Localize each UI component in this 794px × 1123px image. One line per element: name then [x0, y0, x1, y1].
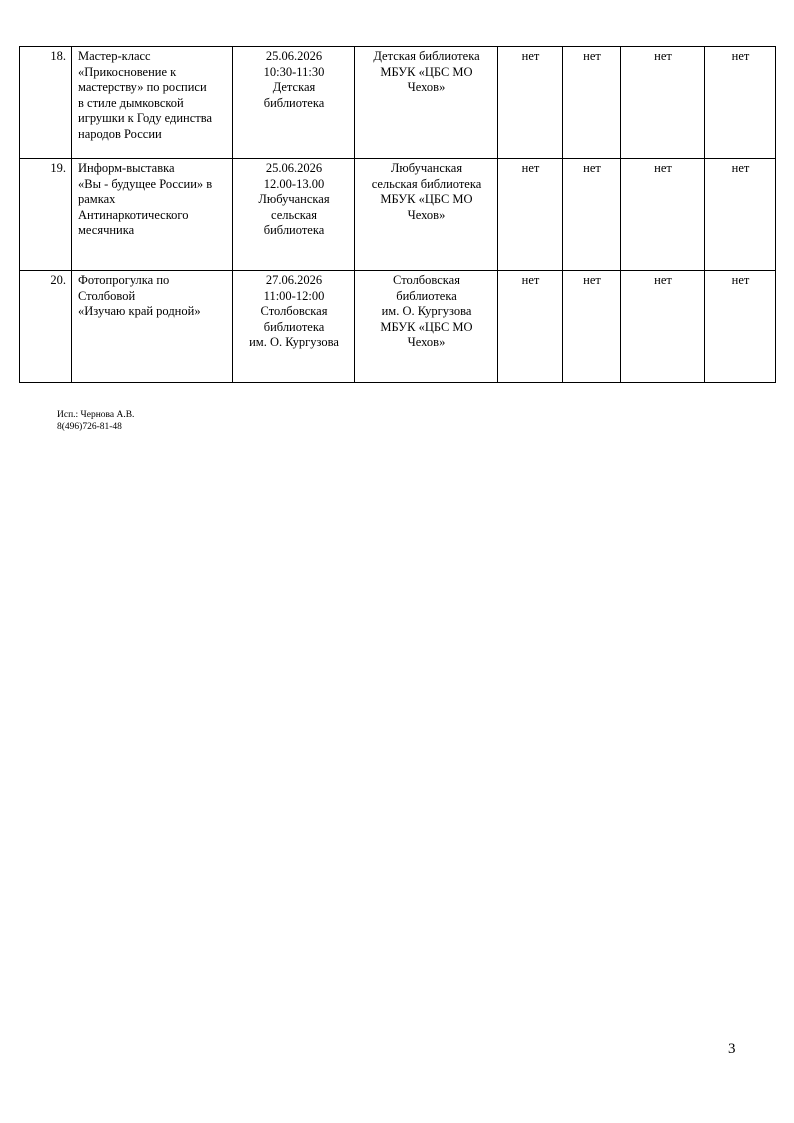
event-place-line: им. О. Кургузова [381, 304, 472, 318]
row-number: 20. [20, 271, 72, 383]
event-date-line: 25.06.2026 [265, 49, 323, 63]
flag-cell: нет [498, 271, 563, 383]
event-date-line: библиотека [263, 319, 325, 334]
event-date-line: библиотека [263, 95, 325, 110]
event-name-line: «Изучаю край родной» [78, 304, 201, 318]
event-place-line: Чехов» [407, 207, 446, 222]
executor-note [57, 409, 134, 433]
table-row [20, 159, 776, 271]
flag-cell: нет [621, 159, 705, 271]
event-place-line: Детская библиотека [373, 49, 480, 63]
executor-name: Исп.: Чернова А.В. [57, 410, 135, 420]
event-date-line: Детская [272, 80, 316, 94]
event-name-line: Информ-выставка [78, 161, 175, 175]
event-name-cell [72, 47, 233, 159]
event-name-line: Антинаркотического [78, 207, 189, 222]
event-name-line: рамках [78, 192, 116, 206]
event-name-cell [72, 159, 233, 271]
flag-cell: нет [705, 47, 776, 159]
event-date-line: 25.06.2026 [265, 161, 323, 175]
event-place-cell [355, 271, 498, 383]
page-number: 3 [728, 1041, 736, 1057]
event-date-cell [233, 271, 355, 383]
flag-cell: нет [563, 271, 621, 383]
event-date-line: Столбовская [260, 304, 328, 318]
row-number: 18. [20, 47, 72, 159]
table-row [20, 271, 776, 383]
row-number: 19. [20, 159, 72, 271]
event-name-line: месячника [78, 223, 135, 237]
table-body [20, 47, 776, 383]
table-row [20, 47, 776, 159]
event-name-line: в стиле дымковской [78, 95, 184, 110]
event-place-cell [355, 47, 498, 159]
event-place-line: Чехов» [407, 80, 446, 94]
event-place-line: Чехов» [407, 335, 446, 349]
event-date-line: 27.06.2026 [265, 273, 323, 287]
event-name-line: Столбовой [78, 288, 136, 303]
event-name-line: Фотопрогулка по [78, 273, 170, 287]
flag-cell: нет [705, 271, 776, 383]
event-name-line: «Вы - будущее России» в [78, 176, 213, 191]
event-date-cell [233, 47, 355, 159]
event-place-line: МБУК «ЦБС МО [380, 319, 473, 334]
event-place-line: МБУК «ЦБС МО [380, 64, 473, 79]
event-place-line: Любучанская [390, 161, 463, 175]
executor-phone: 8(496)726-81-48 [57, 422, 122, 432]
flag-cell: нет [498, 47, 563, 159]
flag-cell: нет [498, 159, 563, 271]
event-date-line: библиотека [263, 223, 325, 237]
event-name-cell [72, 271, 233, 383]
event-date-line: сельская [271, 207, 317, 222]
event-date-cell [233, 159, 355, 271]
event-name-line: игрушки к Году единства [78, 111, 213, 125]
event-place-cell [355, 159, 498, 271]
flag-cell: нет [563, 47, 621, 159]
flag-cell: нет [621, 47, 705, 159]
event-date-line: 12.00-13.00 [263, 176, 325, 191]
event-date-line: Любучанская [258, 192, 330, 206]
event-date-line: 11:00-12:00 [263, 288, 325, 303]
events-table [19, 46, 776, 383]
flag-cell: нет [563, 159, 621, 271]
event-place-line: библиотека [396, 288, 457, 303]
event-name-line: Мастер-класс [78, 49, 151, 63]
event-place-line: сельская библиотека [371, 176, 482, 191]
event-place-line: МБУК «ЦБС МО [380, 192, 473, 206]
flag-cell: нет [705, 159, 776, 271]
event-date-line: им. О. Кургузова [249, 335, 339, 349]
event-name-line: «Прикосновение к [78, 64, 177, 79]
flag-cell: нет [621, 271, 705, 383]
event-date-line: 10:30-11:30 [263, 64, 325, 79]
event-name-line: мастерству» по росписи [78, 80, 207, 94]
event-place-line: Столбовская [393, 273, 460, 287]
event-name-line: народов России [78, 126, 162, 141]
